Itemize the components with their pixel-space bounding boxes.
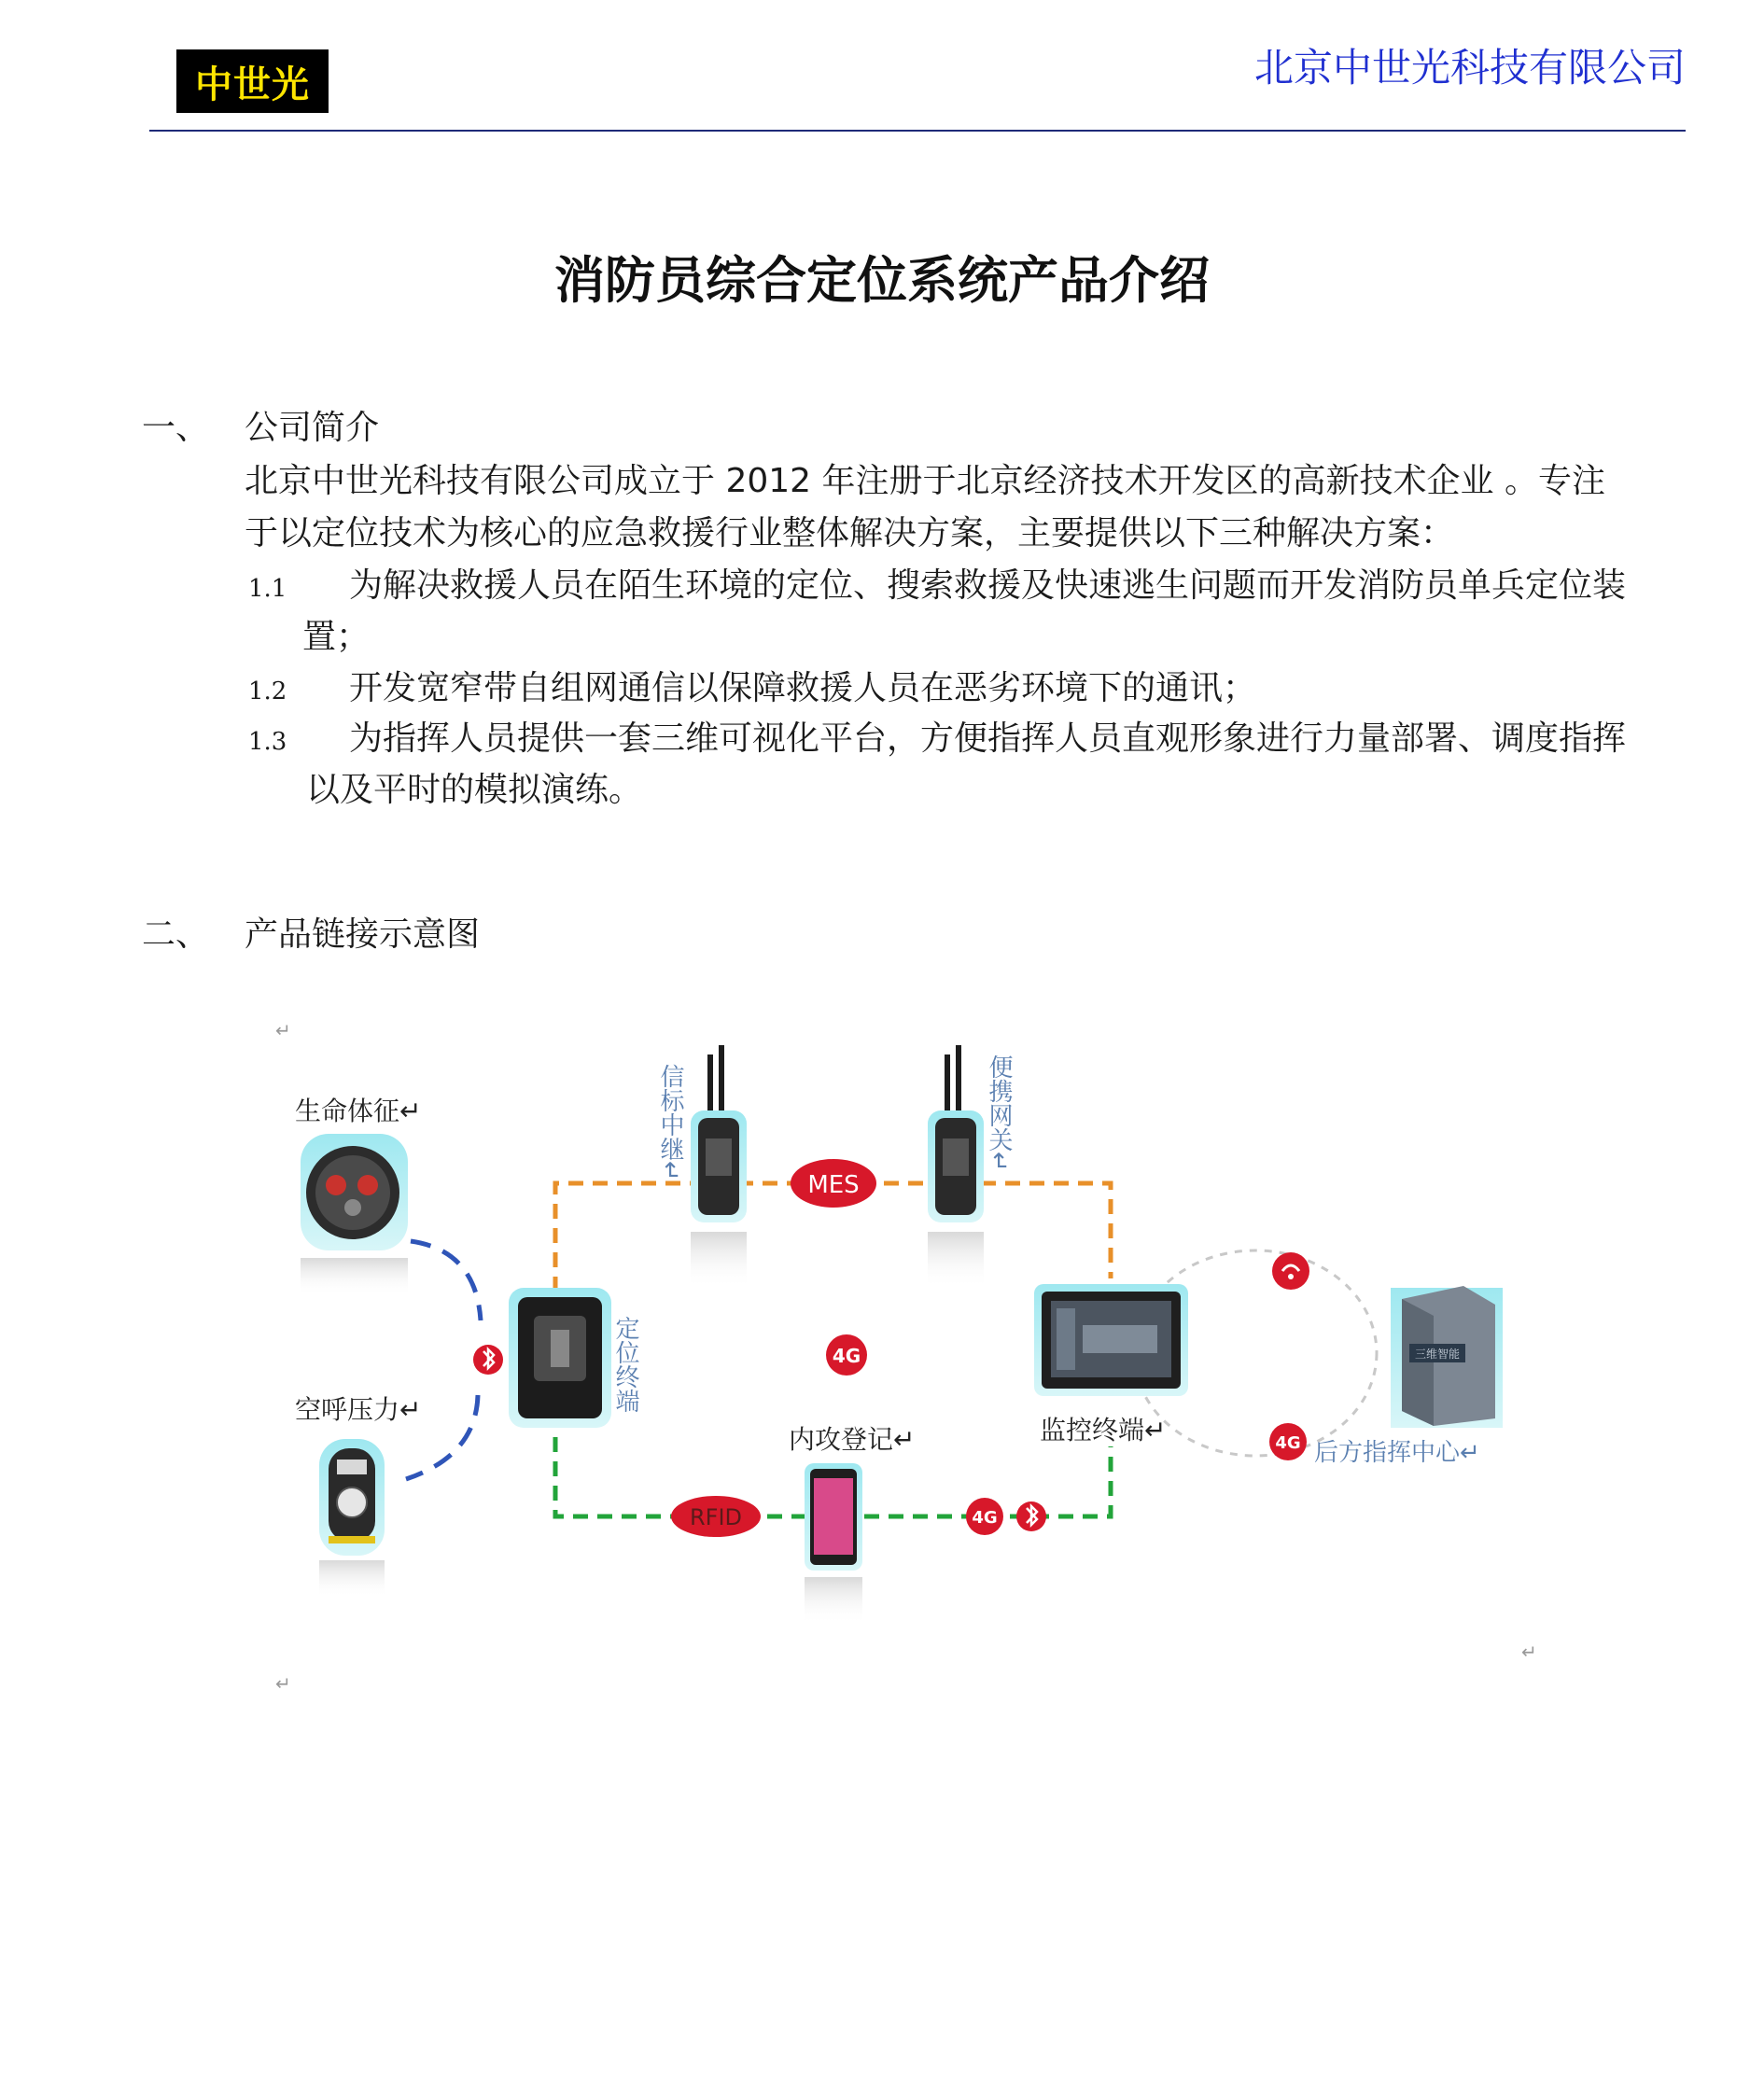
portable-gateway-device	[928, 1045, 984, 1288]
label-monitor-terminal: 监控终端↵	[1040, 1415, 1167, 1446]
item-text: 开发宽窄带自组网通信以保障救援人员在恶劣环境下的通讯；	[349, 669, 1257, 707]
4g-label: 4G	[972, 1508, 998, 1528]
positioning-terminal-device	[509, 1288, 611, 1428]
item-number: 1.3	[248, 728, 287, 756]
4g-label: 4G	[1275, 1433, 1301, 1453]
section-2-number: 二、	[142, 915, 210, 954]
label-air-pressure: 空呼压力↵	[295, 1394, 422, 1425]
company-name: 北京中世光科技有限公司	[1253, 45, 1686, 91]
item-number: 1.1	[248, 575, 287, 603]
smartphone-device	[805, 1463, 862, 1624]
label-rear-command-center: 后方指挥中心↵	[1314, 1439, 1480, 1467]
return-mark: ↵	[275, 1019, 291, 1041]
label-beacon-relay: 信标中继↵	[656, 1064, 684, 1181]
header-rule	[149, 130, 1686, 132]
page-title: 消防员综合定位系统产品介绍	[554, 251, 1210, 310]
building-sign: 三维智能	[1414, 1348, 1461, 1361]
4g-label: 4G	[832, 1345, 861, 1367]
section-1-title: 公司简介	[245, 409, 380, 447]
mes-label: MES	[807, 1171, 860, 1199]
item-text-cont: 以及平时的模拟演练。	[306, 771, 643, 809]
pressure-gauge-device	[319, 1439, 385, 1598]
command-center-building	[1391, 1286, 1503, 1428]
blue-link-arc-top	[411, 1241, 481, 1320]
item-text: 为指挥人员提供一套三维可视化平台，方便指挥人员直观形象进行力量部署、调度指挥	[349, 719, 1627, 758]
list-item-1-1	[248, 562, 1676, 662]
list-item-1-2	[248, 664, 1676, 716]
label-inner-attack-register: 内攻登记↵	[789, 1424, 916, 1455]
beacon-relay-device	[691, 1045, 747, 1288]
bluetooth-icon	[473, 1345, 503, 1375]
item-text-cont: 置；	[302, 618, 371, 656]
list-item-1-3	[248, 715, 1676, 815]
intro-line-1: 北京中世光科技有限公司成立于 2012 年注册于北京经济技术开发区的高新技术企业 。专注	[245, 462, 1605, 500]
monitor-tablet-device	[1034, 1284, 1188, 1396]
item-text: 为解决救援人员在陌生环境的定位、搜索救援及快速逃生问题而开发消防员单兵定位装	[349, 566, 1627, 605]
return-mark: ↵	[275, 1672, 291, 1695]
label-positioning-terminal: 定位终端	[611, 1316, 639, 1413]
intro-line-2: 于以定位技术为核心的应急救援行业整体解决方案，主要提供以下三种解决方案：	[245, 514, 1455, 552]
item-number: 1.2	[248, 677, 287, 705]
watch-device	[301, 1134, 408, 1295]
section-2-title: 产品链接示意图	[245, 915, 481, 954]
section-1-number: 一、	[142, 409, 210, 447]
logo-text: 中世光	[195, 62, 310, 106]
return-mark: ↵	[1521, 1641, 1537, 1663]
company-logo	[176, 49, 329, 113]
label-portable-gateway: 便携网关↵	[985, 1054, 1013, 1172]
bluetooth-icon	[1016, 1501, 1046, 1531]
rfid-label: RFID	[689, 1504, 743, 1530]
wireless-icon	[1272, 1252, 1309, 1290]
intro-paragraph	[245, 455, 1682, 560]
label-vital-signs: 生命体征↵	[295, 1096, 422, 1126]
product-link-diagram	[261, 1008, 1549, 1698]
